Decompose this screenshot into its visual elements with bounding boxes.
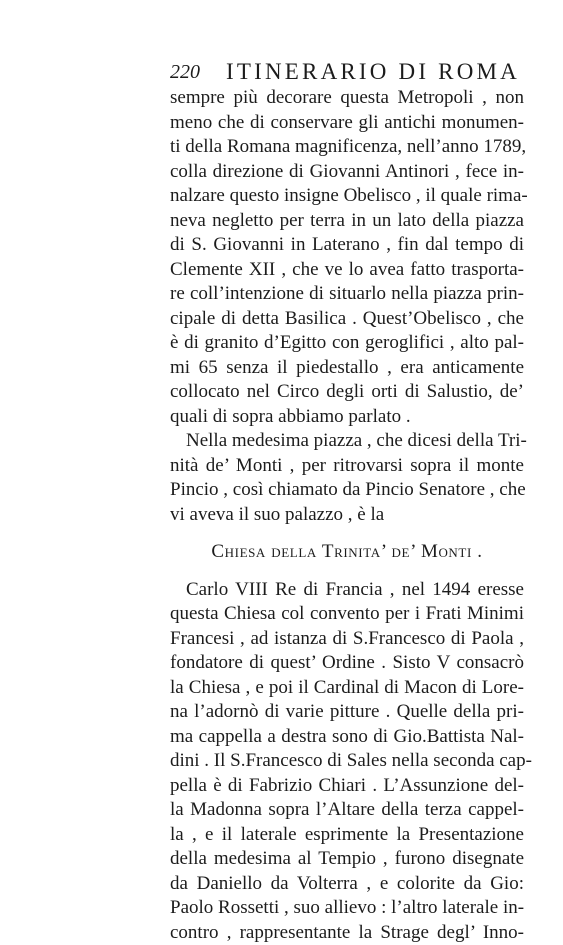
text-line: Nella medesima piazza , che dicesi della Tri- — [170, 429, 524, 454]
text-line: Clemente XII , che ve lo avea fatto trasporta- — [170, 258, 524, 283]
text-line: ti della Romana magnificenza, nell’anno 1789, — [170, 135, 524, 160]
text-line: quali di sopra abbiamo parlato . — [170, 405, 524, 430]
text-line: cipale di detta Basilica . Quest’Obelisco , che — [170, 307, 524, 332]
text-line: Paolo Rossetti , suo allievo : l’altro laterale in- — [170, 896, 524, 921]
text-line: re coll’intenzione di situarlo nella piazza prin- — [170, 282, 524, 307]
text-line: è di granito d’Egitto con geroglifici , alto pal- — [170, 331, 524, 356]
text-line: collocato nel Circo degli orti di Salustio, de’ — [170, 380, 524, 405]
text-line: Pincio , così chiamato da Pincio Senatore , che — [170, 478, 524, 503]
text-line: neva negletto per terra in un lato della piazza — [170, 209, 524, 234]
text-line: colla direzione di Giovanni Antinori , fece in- — [170, 160, 524, 185]
running-title: ITINERARIO DI ROMA — [226, 58, 520, 86]
text-line: Carlo VIII Re di Francia , nel 1494 eresse — [170, 578, 524, 603]
text-line: na l’adornò di varie pitture . Quelle della pri- — [170, 700, 524, 725]
text-line: sempre più decorare questa Metropoli , non — [170, 86, 524, 111]
body-text — [170, 86, 524, 945]
paragraph-church — [170, 578, 524, 945]
text-line: la Madonna sopra l’Altare della terza cappel- — [170, 798, 524, 823]
text-line: meno che di conservare gli antichi monumen- — [170, 111, 524, 136]
text-line: la Chiesa , e poi il Cardinal di Macon di Lore- — [170, 676, 524, 701]
text-line: la , e il laterale esprimente la Presentazione — [170, 823, 524, 848]
text-line: di S. Giovanni in Laterano , fin dal tempo di — [170, 233, 524, 258]
text-line: pella è di Fabrizio Chiari . L’Assunzione del- — [170, 774, 524, 799]
running-head — [170, 58, 520, 86]
text-line: nità de’ Monti , per ritrovarsi sopra il monte — [170, 454, 524, 479]
text-line: da Daniello da Volterra , e colorite da Gio: — [170, 872, 524, 897]
paragraph-obelisk — [170, 86, 524, 429]
text-line: contro , rappresentante la Strage degl’ Inno- — [170, 921, 524, 945]
text-line: mi 65 senza il piedestallo , era anticamente — [170, 356, 524, 381]
text-line: nalzare questo insigne Obelisco , il quale rima- — [170, 184, 524, 209]
text-line: della medesima al Tempio , furono disegnate — [170, 847, 524, 872]
text-line: ma cappella a destra sono di Gio.Battista Nal- — [170, 725, 524, 750]
section-heading: Chiesa della Trinita’ de’ Monti . — [170, 540, 524, 565]
page-number: 220 — [170, 58, 200, 86]
text-line: Francesi , ad istanza di S.Francesco di Paola , — [170, 627, 524, 652]
text-line: questa Chiesa col convento per i Frati Minimi — [170, 602, 524, 627]
text-line: fondatore di quest’ Ordine . Sisto V consacrò — [170, 651, 524, 676]
text-line: dini . Il S.Francesco di Sales nella seconda cap- — [170, 749, 524, 774]
paragraph-piazza — [170, 429, 524, 527]
text-line: vi aveva il suo palazzo , è la — [170, 503, 524, 528]
